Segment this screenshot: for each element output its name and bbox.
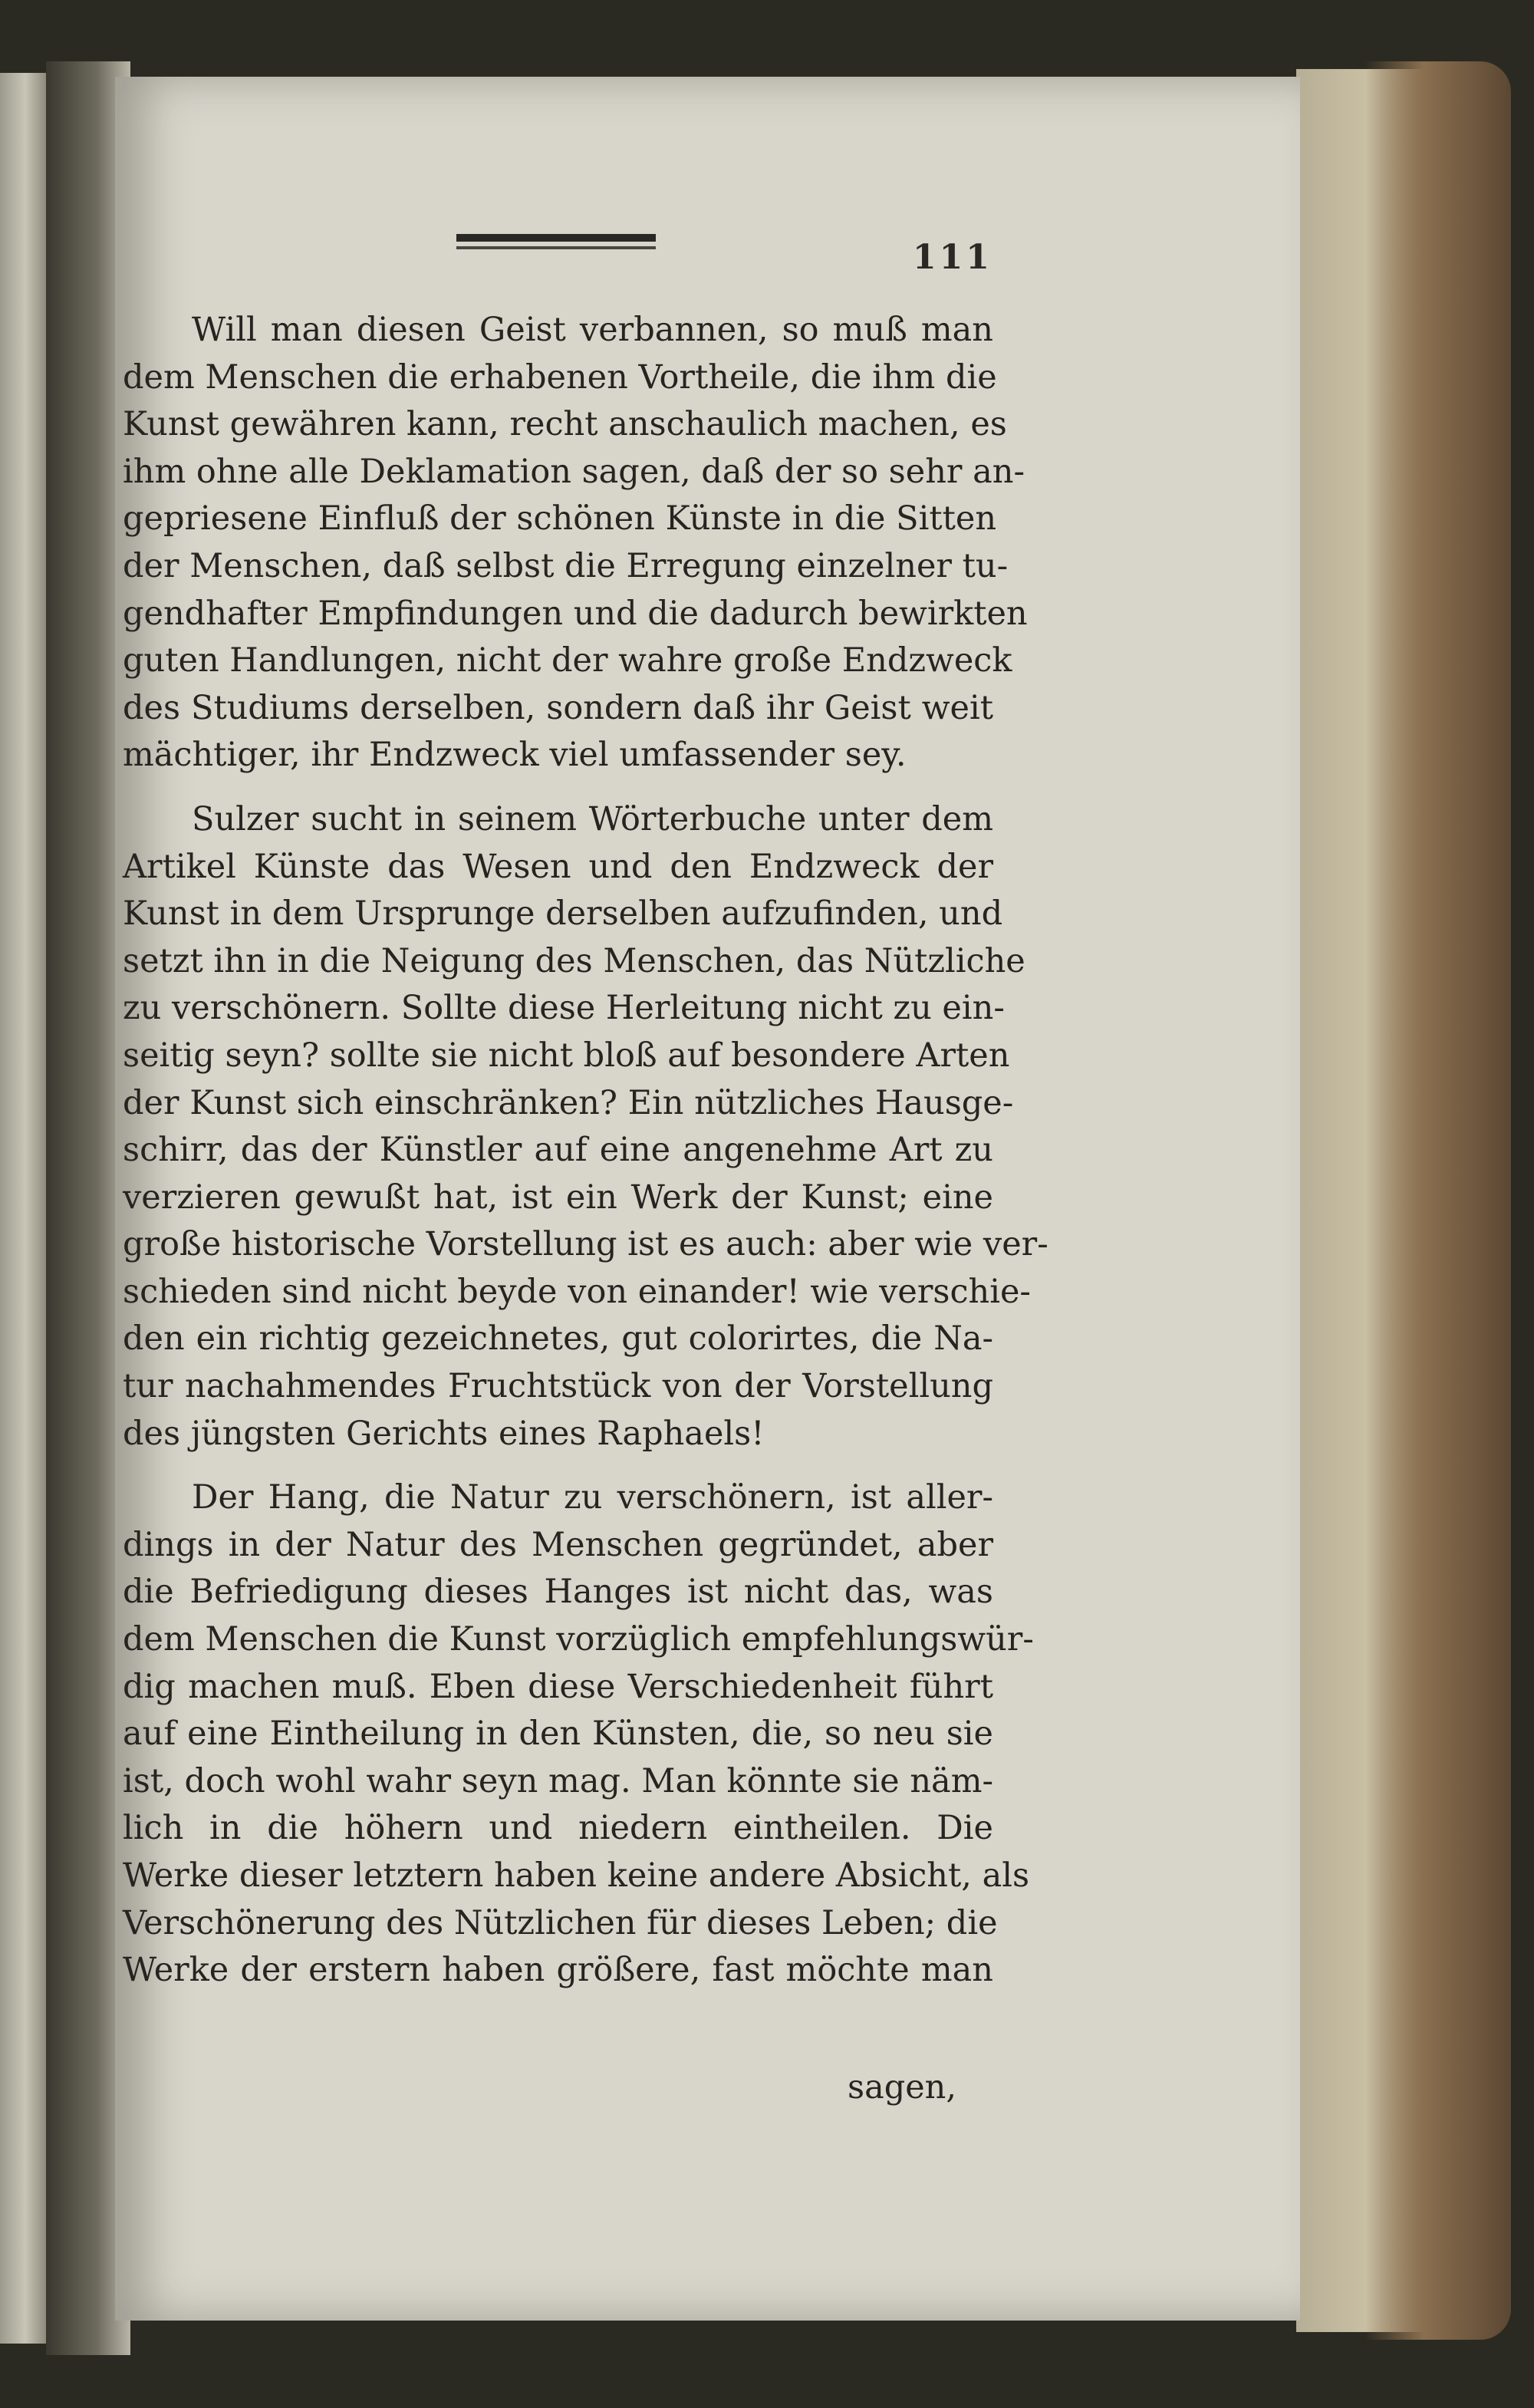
book-cover-edge [1365, 61, 1511, 2340]
page-number: 111 [913, 238, 992, 277]
text-line: dings in der Natur des Menschen gegründet, aber [123, 1525, 993, 1564]
text-line: den ein richtig gezeichnetes, gut colorirtes, die Na- [123, 1319, 993, 1359]
text-line: lich in die höhern und niedern eintheilen. Die [123, 1809, 993, 1848]
text-line: dig machen muß. Eben diese Verschiedenheit führt [123, 1667, 993, 1706]
text-line: seitig seyn? sollte sie nicht bloß auf besondere Arten [123, 1036, 1010, 1075]
header-rule [456, 234, 656, 242]
text-line: auf eine Eintheilung in den Künsten, die, so neu sie [123, 1715, 993, 1754]
text-line: Kunst in dem Ursprunge derselben aufzufinden, und [123, 894, 1003, 934]
text-line: tur nachahmendes Fruchtstück von der Vorstellung [123, 1367, 993, 1406]
text-line: schirr, das der Künstler auf eine angenehme Art zu [123, 1131, 993, 1170]
text-line: der Menschen, daß selbst die Erregung einzelner tu- [123, 546, 1009, 585]
text-line: gepriesene Einfluß der schönen Künste in die Sitten [123, 499, 997, 539]
text-line: des jüngsten Gerichts eines Raphaels! [123, 1414, 765, 1453]
catchword: sagen, [848, 2068, 957, 2107]
text-line: dem Menschen die Kunst vorzüglich empfehlungswür- [123, 1620, 1034, 1659]
text-line: Will man diesen Geist verbannen, so muß man [192, 311, 993, 349]
text-line: die Befriedigung dieses Hanges ist nicht das, was [123, 1573, 993, 1612]
text-line: setzt ihn in die Neigung des Menschen, das Nützliche [123, 941, 1025, 980]
text-line: schieden sind nicht beyde von einander! wie verschie- [123, 1272, 1031, 1311]
text-line: Artikel Künste das Wesen und den Endzweck der [123, 847, 993, 886]
text-line: gendhafter Empfindungen und die dadurch bewirkten [123, 594, 1028, 633]
text-line: der Kunst sich einschränken? Ein nützliches Hausge- [123, 1083, 1014, 1122]
text-line: ist, doch wohl wahr seyn mag. Man könnte sie näm- [123, 1761, 993, 1800]
text-line: mächtiger, ihr Endzweck viel umfassender sey. [123, 736, 907, 775]
text-line: ihm ohne alle Deklamation sagen, daß der so sehr an- [123, 452, 1025, 491]
text-line: dem Menschen die erhabenen Vortheile, die ihm die [123, 357, 997, 397]
text-line: Werke der erstern haben größere, fast möchte man [123, 1951, 993, 1990]
text-line: große historische Vorstellung ist es auch: aber wie ver- [123, 1225, 1048, 1264]
text-line: guten Handlungen, nicht der wahre große Endzweck [123, 641, 1012, 680]
text-line: zu verschönern. Sollte diese Herleitung nicht zu ein- [123, 989, 1005, 1028]
text-line: Werke dieser letztern haben keine andere Absicht, als [123, 1856, 1030, 1895]
text-line: Sulzer sucht in seinem Wörterbuche unter dem [192, 799, 993, 838]
body-text [123, 307, 1048, 2011]
paragraph-1 [123, 307, 1028, 779]
paragraph-2 [123, 796, 1048, 1458]
text-line: des Studiums derselben, sondern daß ihr Geist weit [123, 688, 993, 727]
text-line: verzieren gewußt hat, ist ein Werk der Kunst; eine [123, 1178, 993, 1217]
text-line: Kunst gewähren kann, recht anschaulich machen, es [123, 405, 1007, 444]
text-line: Verschönerung des Nützlichen für dieses Leben; die [123, 1903, 998, 1942]
paragraph-3 [123, 1474, 1034, 1995]
previous-page-edge [0, 73, 46, 2344]
text-line: Der Hang, die Natur zu verschönern, ist aller- [192, 1478, 993, 1517]
